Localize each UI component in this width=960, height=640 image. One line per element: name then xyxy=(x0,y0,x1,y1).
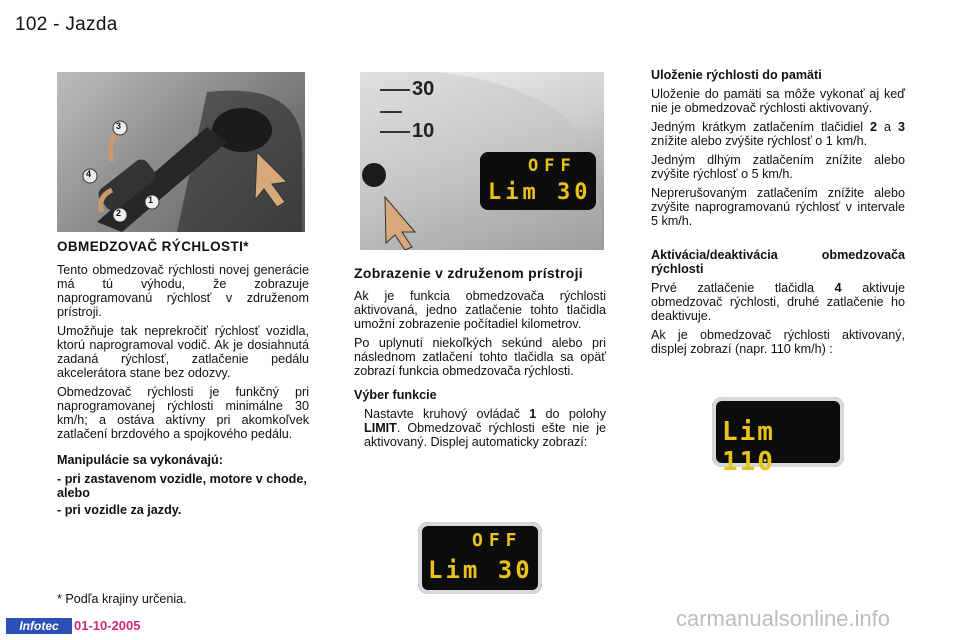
column-middle xyxy=(354,265,606,449)
lcd-display-off xyxy=(418,522,542,594)
lcd-display-lim110 xyxy=(712,397,844,477)
paragraph: Ak je obmedzovač rýchlosti aktivovaný, displej zobrazí (napr. 110 km/h) : xyxy=(651,328,905,356)
subheading-operations: Manipulácie sa vykonávajú: xyxy=(57,453,223,467)
callout-4: 4 xyxy=(86,169,92,179)
gauge-30-label: 30 xyxy=(412,78,435,100)
gauge-10-label: 10 xyxy=(412,120,435,142)
lcd-lim-text: Lim 30 xyxy=(428,556,533,584)
page-title: 102 - Jazda xyxy=(15,14,118,35)
lcd-off-text: OFF xyxy=(472,530,523,551)
list-item: - pri vozidle za jazdy. xyxy=(57,503,182,517)
subheading-function-select: Výber funkcie xyxy=(354,388,437,402)
subheading-memory: Uloženie rýchlosti do pamäti xyxy=(651,68,822,82)
lcd-lim110-text: Lim 110 xyxy=(722,417,775,477)
cluster-lcd-off: OFF xyxy=(528,156,577,176)
column-right xyxy=(651,68,905,361)
list-connector: alebo xyxy=(57,486,90,500)
bullet-item xyxy=(354,407,606,449)
callout-3: 3 xyxy=(116,121,122,131)
cruise-stalk-photo xyxy=(57,72,305,232)
paragraph: Neprerušovaným zatlačením znížite alebo zvýšite naprogramovanú rýchlosť v intervale 5 km/h. xyxy=(651,186,905,228)
paragraph: Obmedzovač rýchlosti je funkčný pri naprogramovanej rýchlosti minimálne 30 km/h; a ostáva aktívny pri akomkoľvek zatlačení brzdového a spojkového pedálu. xyxy=(57,385,309,441)
callout-2: 2 xyxy=(116,208,122,218)
bullet-text: Nastavte kruhový ovládač 1 do polohy LIMIT. Obmedzovač rýchlosti ešte nie je aktivovaný. Displej automaticky zobrazí: xyxy=(364,407,606,449)
subheading-activation: Aktivácia/deaktivácia obmedzovača rýchlosti xyxy=(651,248,905,276)
watermark: carmanualsonline.info xyxy=(676,606,891,631)
paragraph: Jedným krátkym zatlačením tlačidiel 2 a 3 znížite alebo zvýšite rýchlosť o 1 km/h. xyxy=(651,120,905,148)
column-left xyxy=(57,240,309,522)
infotec-logo: Infotec xyxy=(6,618,72,634)
cluster-lcd-lim: Lim 30 xyxy=(488,180,592,205)
footnote: * Podľa krajiny určenia. xyxy=(57,592,187,606)
instrument-cluster-photo xyxy=(360,72,604,250)
paragraph: Ak je funkcia obmedzovača rýchlosti aktivovaná, jedno zatlačenie tohto tlačidla umožní zobrazenie počítadiel kilometrov. xyxy=(354,289,606,331)
stalk-illustration xyxy=(57,72,305,232)
paragraph: Po uplynutí niekoľkých sekúnd alebo pri následnom zatlačení tohto tlačidla sa opäť zobrazí funkcia obmedzovača rýchlosti. xyxy=(354,336,606,378)
list-item: - pri zastavenom vozidle, motore v chode, xyxy=(57,472,307,486)
paragraph: Tento obmedzovač rýchlosti novej generácie má tú výhodu, že zobrazuje naprogramovanú rýchlosť v združenom prístroji. xyxy=(57,263,309,319)
footer-date: 01-10-2005 xyxy=(74,618,141,633)
section-heading-speed-limiter: OBMEDZOVAČ RÝCHLOSTI* xyxy=(57,239,249,254)
paragraph: Umožňuje tak neprekročiť rýchlosť vozidla, ktorú naprogramoval vodič. Ak je dosiahnutá zadaná rýchlosť, zatlačenie pedálu akcelerátora stane bez odozvy. xyxy=(57,324,309,380)
paragraph: Uloženie do pamäti sa môže vykonať aj keď nie je obmedzovač rýchlosti aktivovaný. xyxy=(651,87,905,115)
paragraph: Jedným dlhým zatlačením znížite alebo zvýšite rýchlosť o 5 km/h. xyxy=(651,153,905,181)
callout-1: 1 xyxy=(148,195,154,205)
paragraph: Prvé zatlačenie tlačidla 4 aktivuje obmedzovač rýchlosti, druhé zatlačenie ho deaktivuje. xyxy=(651,281,905,323)
section-heading-cluster-display: Zobrazenie v združenom prístroji xyxy=(354,265,583,281)
